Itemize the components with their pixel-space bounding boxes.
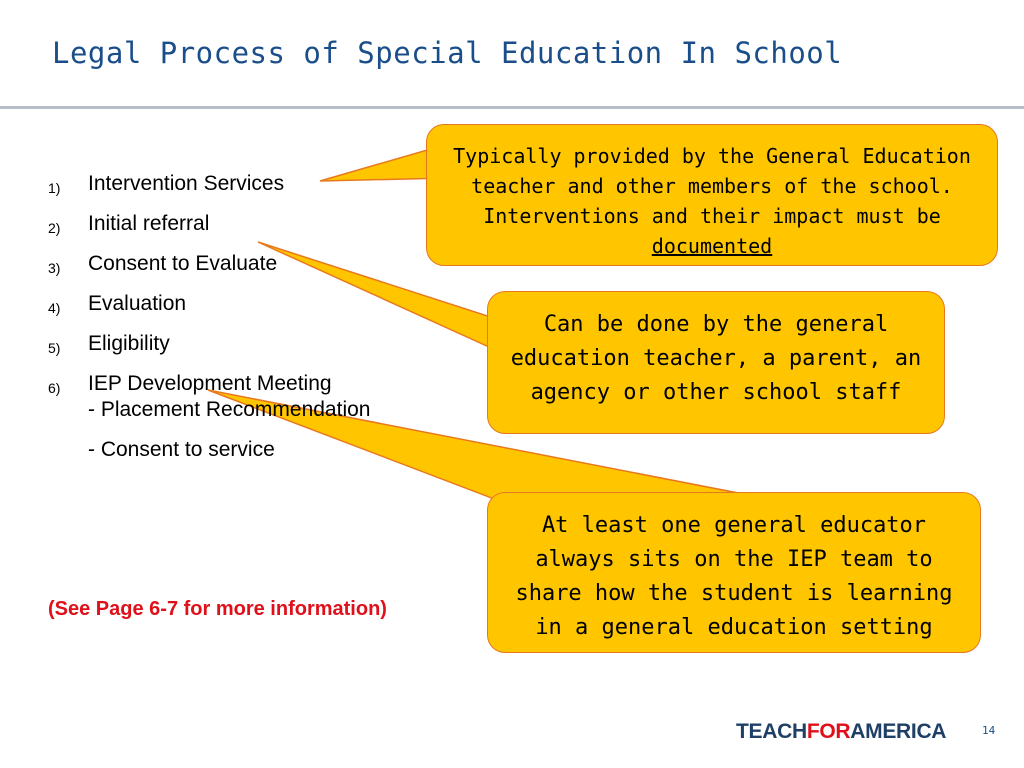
step-label: Initial referral bbox=[88, 212, 210, 235]
step-label: Eligibility bbox=[88, 332, 170, 355]
step-number: 1) bbox=[48, 180, 61, 196]
logo-part-accent: FOR bbox=[806, 720, 851, 743]
page-number: 14 bbox=[982, 724, 996, 737]
teach-for-america-logo bbox=[736, 720, 946, 744]
callout-emphasis: documented bbox=[651, 234, 773, 258]
logo-part: TEACH bbox=[736, 720, 807, 743]
callout-intervention bbox=[426, 124, 998, 266]
step-number: 5) bbox=[48, 340, 61, 356]
callout-text: Can be done by the general education teacher, a parent, an agency or other school staff bbox=[510, 312, 922, 405]
sub-item-placement: - Placement Recommendation bbox=[88, 398, 371, 421]
slide-title: Legal Process of Special Education In School bbox=[52, 36, 843, 70]
step-number: 3) bbox=[48, 260, 61, 276]
step-label: Evaluation bbox=[88, 292, 187, 315]
step-label: Intervention Services bbox=[88, 172, 285, 195]
callout-referral bbox=[487, 291, 945, 434]
callout-text: At least one general educator always sits on the IEP team to share how the student is learning in a general education setting bbox=[515, 513, 953, 640]
step-label: Consent to Evaluate bbox=[88, 252, 278, 275]
sub-item-consent: - Consent to service bbox=[88, 438, 275, 461]
step-number: 6) bbox=[48, 380, 61, 396]
step-number: 2) bbox=[48, 220, 61, 236]
callout-iep-team bbox=[487, 492, 981, 653]
callout-text: Typically provided by the General Education teacher and other members of the school. Interventions and their impact must be bbox=[453, 144, 971, 228]
step-label: IEP Development Meeting bbox=[88, 372, 332, 395]
see-more-note: (See Page 6-7 for more information) bbox=[48, 598, 387, 620]
step-number: 4) bbox=[48, 300, 61, 316]
logo-part: AMERICA bbox=[850, 720, 947, 743]
